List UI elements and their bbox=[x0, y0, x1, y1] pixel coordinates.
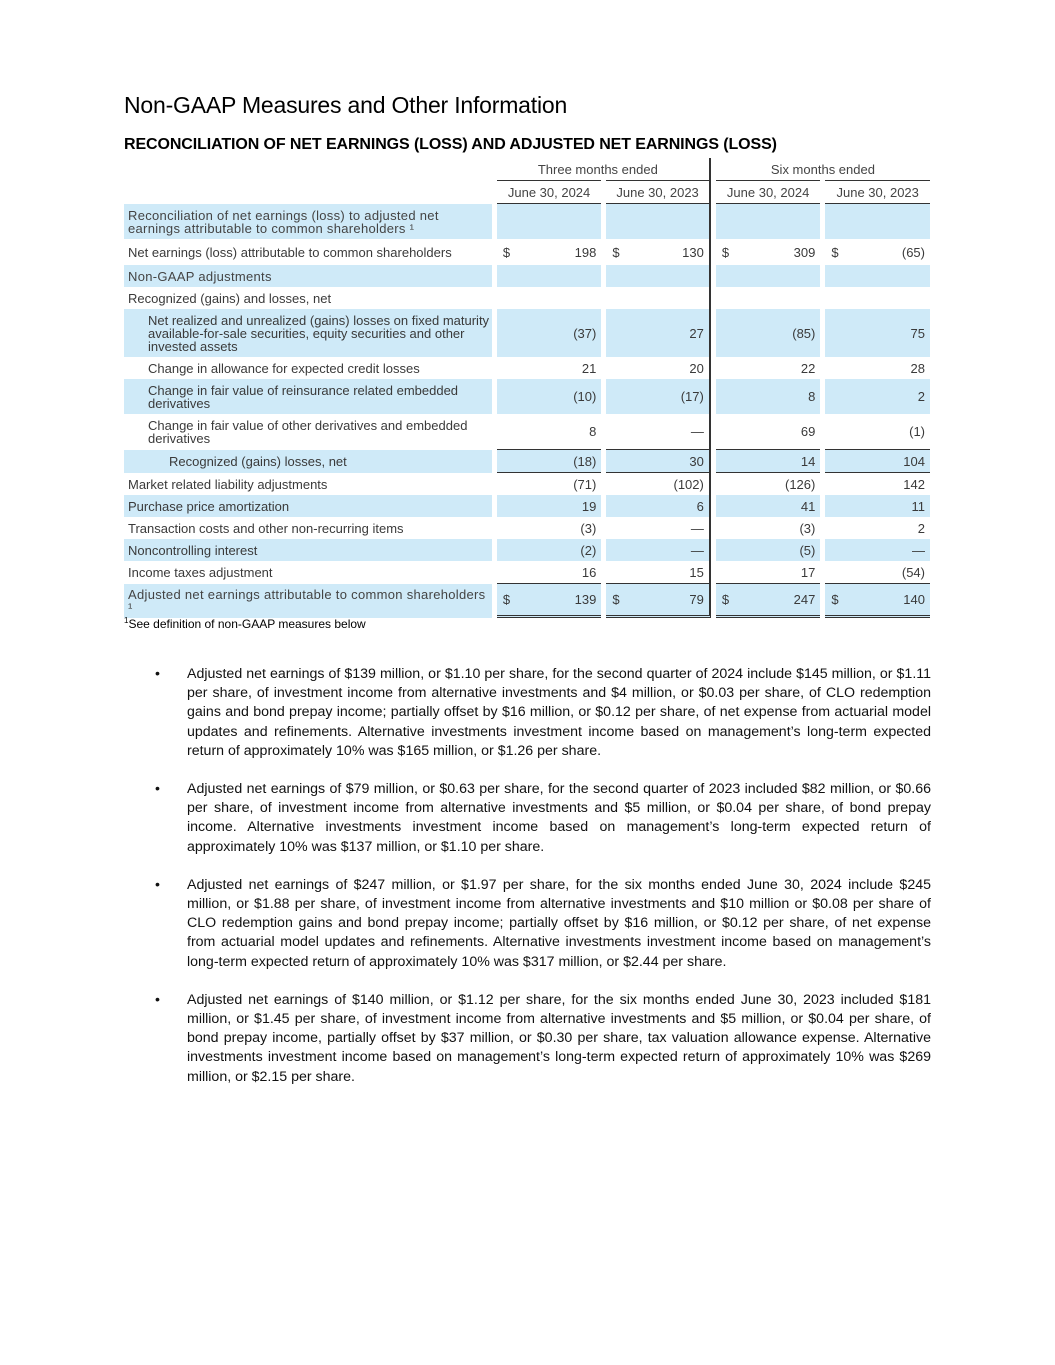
table-row bbox=[124, 495, 930, 517]
row-label: Adjusted net earnings attributable to common shareholders ¹ bbox=[124, 584, 492, 618]
cell-value: 27 bbox=[626, 309, 710, 357]
cell-value: 20 bbox=[626, 357, 710, 379]
row-label: Change in allowance for expected credit losses bbox=[148, 360, 420, 376]
currency-symbol: $ bbox=[502, 244, 511, 260]
cell-value: 22 bbox=[800, 360, 816, 376]
row-label: Noncontrolling interest bbox=[124, 539, 492, 561]
currency-symbol: $ bbox=[721, 244, 730, 260]
table-row bbox=[124, 450, 930, 473]
cell-value: 130 bbox=[626, 239, 710, 265]
table-row bbox=[124, 239, 930, 265]
table-title: RECONCILIATION OF NET EARNINGS (LOSS) AND ADJUSTED NET EARNINGS (LOSS) bbox=[124, 136, 777, 153]
table-row bbox=[124, 584, 930, 618]
bullet-icon: • bbox=[155, 991, 160, 1008]
row-label: Change in fair value of reinsurance related embedded derivatives bbox=[124, 379, 492, 414]
cell-value: 8 bbox=[517, 414, 601, 450]
cell-value: 8 bbox=[736, 379, 820, 414]
cell-value: 142 bbox=[903, 476, 925, 492]
table-row bbox=[124, 265, 930, 287]
cell-value: (17) bbox=[626, 379, 710, 414]
footnote bbox=[124, 616, 366, 631]
cell-value: 247 bbox=[736, 584, 820, 618]
cell-value: 69 bbox=[736, 414, 820, 450]
cell-value: 309 bbox=[793, 244, 816, 260]
commentary-list bbox=[150, 665, 931, 1106]
cell-value: 16 bbox=[517, 561, 601, 584]
cell-value: 198 bbox=[574, 244, 597, 260]
list-item bbox=[150, 665, 931, 761]
row-label: Reconciliation of net earnings (loss) to adjusted net earnings attributable to common shareholders ¹ bbox=[124, 204, 492, 239]
cell-value: — bbox=[626, 539, 710, 561]
currency-symbol: $ bbox=[612, 244, 620, 260]
cell-value: 79 bbox=[626, 584, 710, 618]
bullet-text: Adjusted net earnings of $139 million, or $1.10 per share, for the second quarter of 2024 include $145 million, or $1.11 per share, of investment income from alternative investments and $4 million, or $0.03 per share, of CLO redemption gains and bond prepay income; partially offset by $16 million, or $0.12 per share, of net expense from actuarial model updates and refinements. Alternative investments investment income based on management’s long-term expected return of approximately 10% was $165 million, or $1.26 per share. bbox=[187, 666, 931, 759]
bullet-text: Adjusted net earnings of $79 million, or $0.63 per share, for the second quarter of 2023 included $82 million, or $0.66 per share, of investment income from alternative investments and $5 million, or $0.04 per share, of bond prepay income. Alternative investments investment income based on management’s long-term expected return of approximately 10% was $137 million, or $1.10 per share. bbox=[187, 781, 931, 855]
table-row bbox=[124, 473, 930, 495]
reconciliation-table bbox=[124, 158, 930, 618]
cell-value: (54) bbox=[845, 561, 930, 584]
col-header-q2-2023: June 30, 2023 bbox=[606, 180, 711, 204]
cell-value: (10) bbox=[517, 379, 601, 414]
cell-value: 14 bbox=[736, 450, 820, 473]
row-label: Purchase price amortization bbox=[124, 495, 492, 517]
cell-value: (3) bbox=[580, 520, 597, 536]
row-label: Transaction costs and other non-recurring items bbox=[128, 520, 404, 536]
cell-value: 104 bbox=[845, 450, 930, 473]
cell-value: 28 bbox=[910, 360, 925, 376]
cell-value: (18) bbox=[517, 450, 601, 473]
cell-value: 41 bbox=[736, 495, 820, 517]
bullet-text: Adjusted net earnings of $140 million, or $1.12 per share, for the six months ended June 30, 2023 included $181 million, or $1.45 per share, of investment income from alternative investments and $5 million, or $0.04 per share, of bond prepay income, partially offset by $37 million, or $0.30 per share, tax valuation allowance expense. Alternative investments investment income based on management’s long-term expected return of approximately 10% was $269 million, or $2.15 per share. bbox=[187, 991, 931, 1085]
cell-value: 75 bbox=[845, 309, 930, 357]
cell-value: — bbox=[626, 517, 710, 539]
bullet-icon: • bbox=[155, 876, 160, 893]
period-three-months: Three months ended bbox=[497, 158, 711, 180]
row-label: Net earnings (loss) attributable to common shareholders bbox=[128, 244, 452, 260]
footnote-marker: 1 bbox=[124, 616, 129, 625]
table-row bbox=[124, 287, 930, 309]
row-label: Recognized (gains) and losses, net bbox=[128, 290, 332, 306]
cell-value: (65) bbox=[901, 244, 925, 260]
cell-value: (37) bbox=[517, 309, 601, 357]
footnote-text: See definition of non-GAAP measures below bbox=[128, 617, 366, 631]
currency-symbol: $ bbox=[497, 584, 517, 618]
currency-symbol: $ bbox=[716, 584, 736, 618]
cell-value: (102) bbox=[626, 473, 710, 495]
currency-symbol: $ bbox=[825, 584, 845, 618]
cell-value: 17 bbox=[736, 561, 820, 584]
cell-value: (85) bbox=[736, 309, 820, 357]
cell-value: 11 bbox=[845, 495, 930, 517]
bullet-icon: • bbox=[155, 781, 160, 798]
cell-value: 2 bbox=[845, 379, 930, 414]
cell-value: (2) bbox=[517, 539, 601, 561]
row-label: Change in fair value of other derivatives and embedded derivatives bbox=[148, 418, 468, 446]
period-six-months: Six months ended bbox=[770, 161, 875, 177]
list-item bbox=[150, 780, 931, 857]
table-row bbox=[124, 561, 930, 584]
cell-value: 19 bbox=[517, 495, 601, 517]
cell-value: (1) bbox=[845, 414, 930, 450]
table-row bbox=[124, 357, 930, 379]
cell-value: 15 bbox=[626, 561, 710, 584]
table-row bbox=[124, 379, 930, 414]
cell-value: 30 bbox=[626, 450, 710, 473]
currency-symbol: $ bbox=[831, 244, 839, 260]
cell-value: (71) bbox=[573, 476, 597, 492]
cell-value: (5) bbox=[736, 539, 820, 561]
cell-value: 21 bbox=[581, 360, 597, 376]
row-label: Non-GAAP adjustments bbox=[124, 265, 492, 287]
row-label: Market related liability adjustments bbox=[128, 476, 328, 492]
currency-symbol: $ bbox=[606, 584, 626, 618]
bullet-text: Adjusted net earnings of $247 million, or $1.97 per share, for the six months ended June 30, 2024 include $245 million, or $1.88 per share, of investment income from alternative investments and $10 million or $0.08 per share of CLO redemption gains and bond prepay income; partially offset by $16 million, or $0.12 per share, of net expense from actuarial model updates and refinements. Alternative investments investment income based on management’s long-term expected return of approximately 10% was $317 million, or $2.44 per share. bbox=[187, 876, 931, 970]
row-label: Income taxes adjustment bbox=[128, 565, 273, 580]
cell-value: 6 bbox=[626, 495, 710, 517]
table-row bbox=[124, 414, 930, 450]
page-title: Non-GAAP Measures and Other Information bbox=[124, 92, 568, 118]
col-header-h1-2024: June 30, 2024 bbox=[716, 180, 821, 204]
cell-value: (126) bbox=[785, 476, 816, 492]
list-item bbox=[150, 991, 931, 1087]
bullet-icon: • bbox=[155, 666, 160, 682]
cell-value: — bbox=[845, 539, 930, 561]
cell-value: 140 bbox=[845, 584, 930, 618]
col-header-q2-2024: June 30, 2024 bbox=[497, 180, 602, 204]
col-header-h1-2023: June 30, 2023 bbox=[825, 180, 930, 204]
row-label: Recognized (gains) losses, net bbox=[124, 450, 492, 473]
table-row bbox=[124, 309, 930, 357]
cell-value: 139 bbox=[517, 584, 601, 618]
table-row bbox=[124, 517, 930, 539]
list-item bbox=[150, 876, 931, 972]
cell-value: 2 bbox=[917, 520, 925, 536]
cell-value: — bbox=[626, 414, 710, 450]
row-label: Net realized and unrealized (gains) losses on fixed maturity available-for-sale securities, equity securities and other invested assets bbox=[124, 309, 492, 357]
cell-value: (3) bbox=[799, 520, 816, 536]
table-row bbox=[124, 539, 930, 561]
